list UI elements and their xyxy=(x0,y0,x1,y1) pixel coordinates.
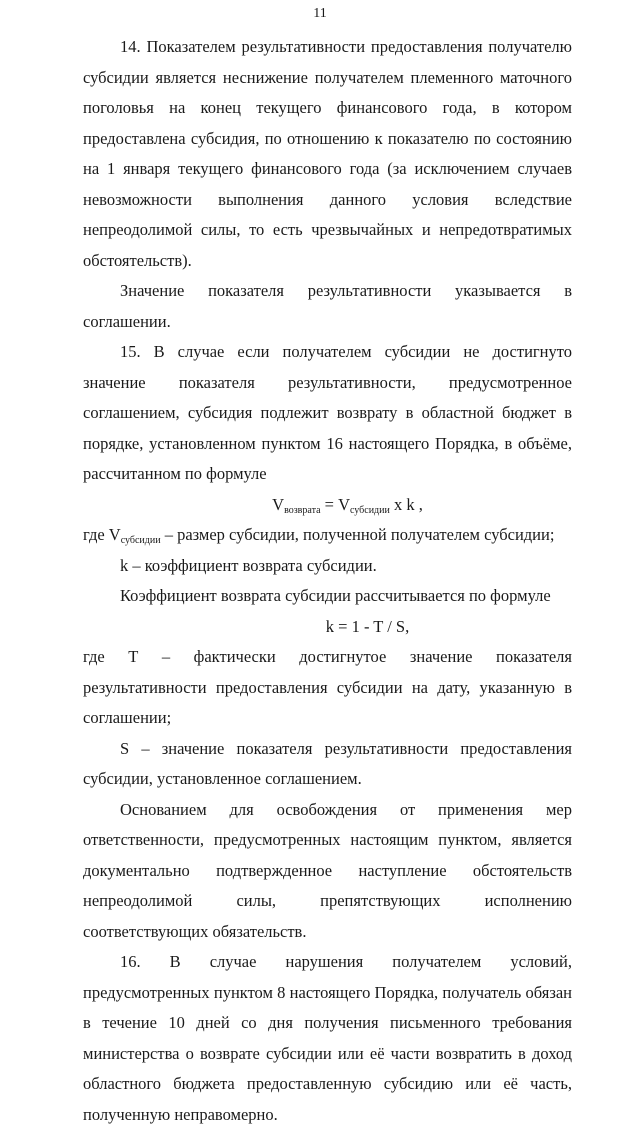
formula-eq: = V xyxy=(320,494,350,514)
formula-return-volume xyxy=(83,490,572,521)
paragraph-16-violation: 16. В случае нарушения получателем условий, предусмотренных пунктом 8 настоящего Порядка, получатель обязан в течение 10 дней со дня получения письменного требования министерства о возврате субсидии или её части возвратить в доход областного бюджета предоставленную субсидию или её часть, полученную неправомерно. xyxy=(83,952,572,1124)
formula-rest: x k , xyxy=(389,494,423,514)
page-number: 11 xyxy=(313,6,327,21)
formula-sub-return: возврата xyxy=(284,504,321,516)
k-formula-intro: Коэффициент возврата субсидии рассчитывается по формуле xyxy=(120,586,551,605)
def-v-sub: субсидии xyxy=(120,535,161,546)
definition-t: где Т – фактически достигнутое значение показателя результативности предоставления субсидии на дату, указанную в соглашении; xyxy=(83,647,572,727)
formula-sub-subsidy: субсидии xyxy=(350,504,390,516)
paragraph-release-liability: Основанием для освобождения от применения мер ответственности, предусмотренных настоящим пунктом, является документально подтвержденное наступление обстоятельств непреодолимой силы, препятствующих исполнению соответствующих обязательств. xyxy=(83,799,572,941)
definition-k: k – коэффициент возврата субсидии. xyxy=(120,555,377,575)
def-v-rest: – размер субсидии, полученной получателем субсидии; xyxy=(160,525,555,544)
formula-k: k = 1 - T / S, xyxy=(325,616,410,636)
def-v-lead: где V xyxy=(83,525,121,544)
paragraph-14-indicator-value: Значение показателя результативности указывается в соглашении. xyxy=(83,281,572,331)
paragraph-15-return: 15. В случае если получателем субсидии не достигнуто значение показателя результативности, предусмотренное соглашением, субсидия подлежит возврату в областной бюджет в порядке, установленном пунктом 16 настоящего Порядка, в объёме, рассчитанном по формуле xyxy=(83,342,572,483)
formula-v: V xyxy=(272,494,285,514)
definition-v-subsidy xyxy=(83,520,572,551)
document-body xyxy=(83,32,572,1130)
paragraph-14-indicator: 14. Показателем результативности предоставления получателю субсидии является неснижение получателем племенного маточного поголовья на конец текущего финансового года, в котором предоставлена субсидия, по отношению к показателю по состоянию на 1 января текущего финансового года (за исключением случаев невозможности выполнения данного условия вследствие непреодолимой силы, то есть чрезвычайных и непредотвратимых обстоятельств). xyxy=(83,37,572,270)
definition-s: S – значение показателя результативности предоставления субсидии, установленное соглашением. xyxy=(83,738,572,788)
